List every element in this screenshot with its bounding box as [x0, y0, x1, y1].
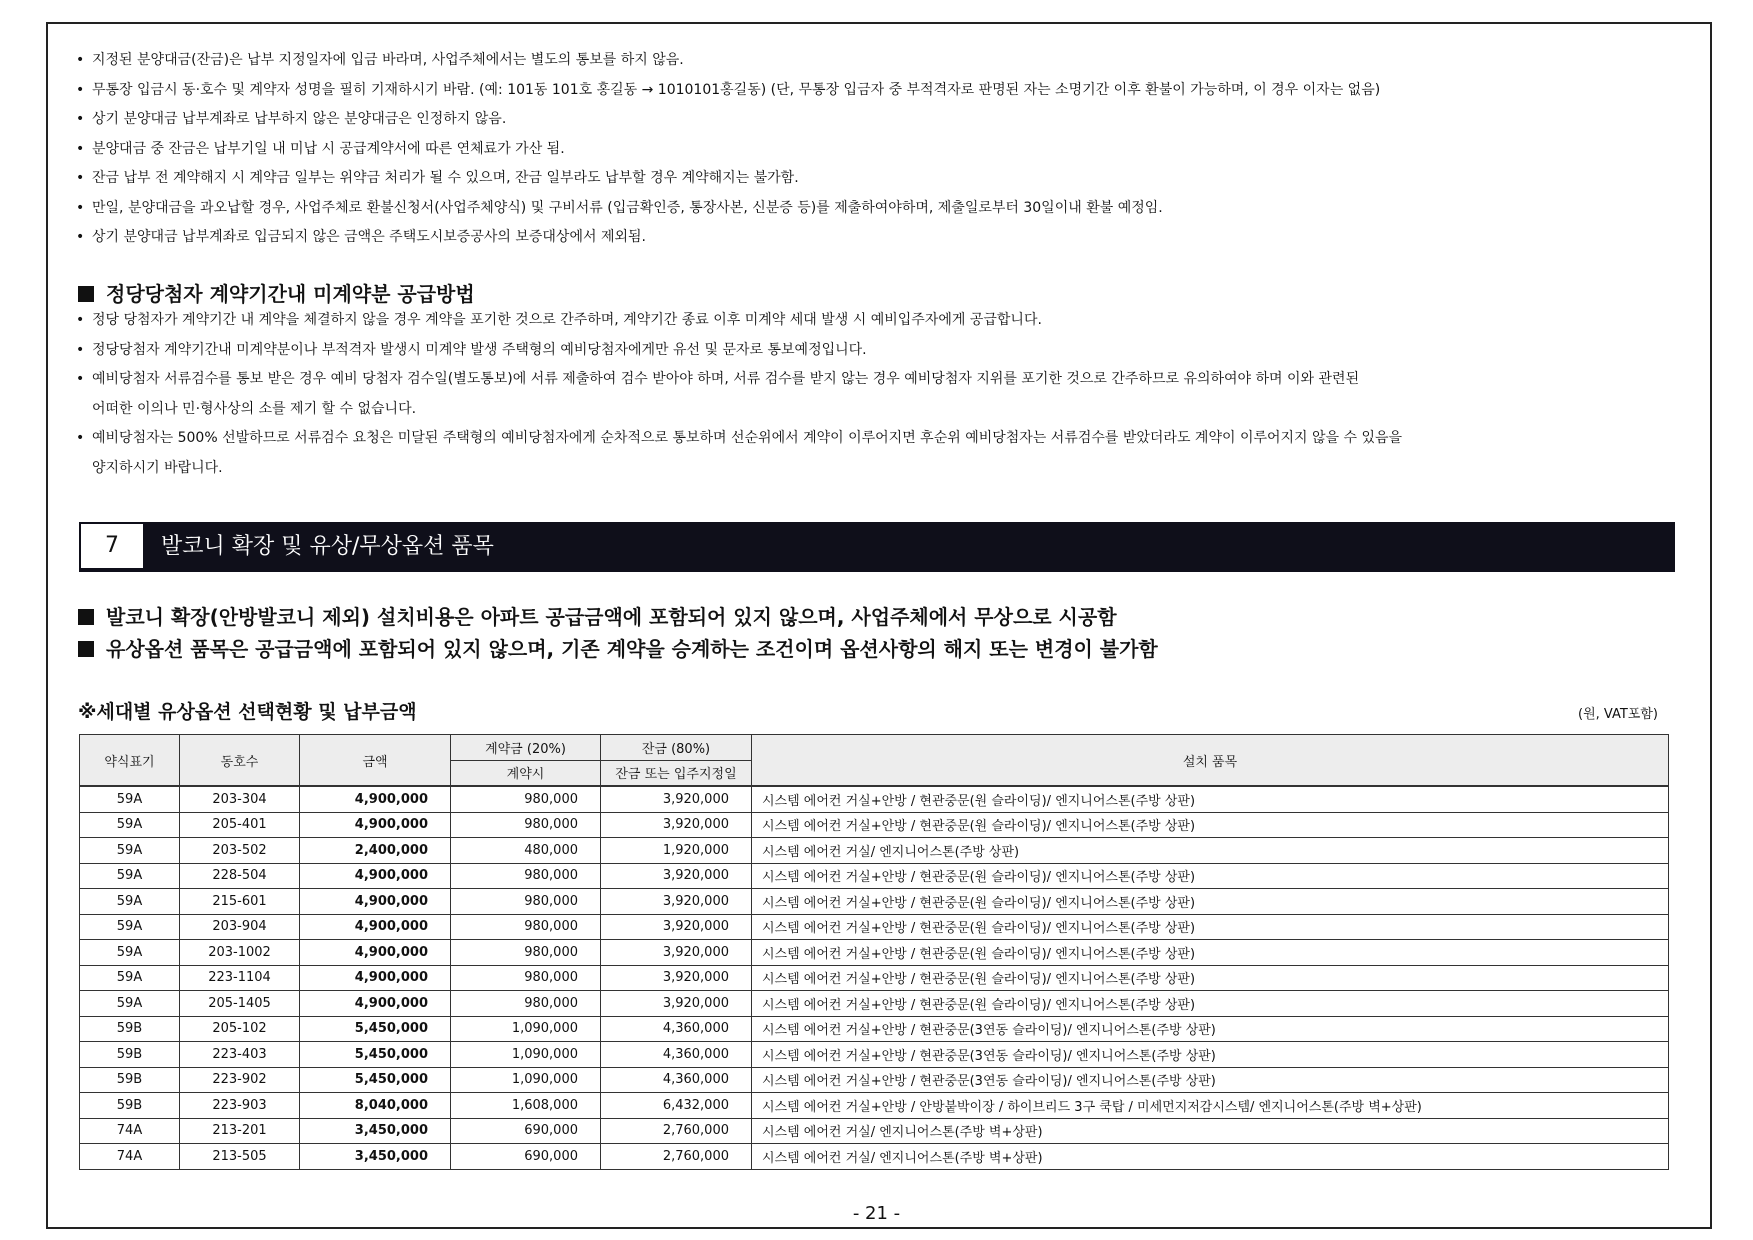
cell-balance: 3,920,000 — [601, 863, 752, 889]
cell-type: 59B — [80, 1016, 180, 1042]
option-notice-text: 유상옵션 품목은 공급금액에 포함되어 있지 않으며, 기존 계약을 승계하는 조건이며 옵션사항의 해지 또는 변경이 불가함 — [106, 637, 1158, 661]
cell-type: 59B — [80, 1067, 180, 1093]
cell-items: 시스템 에어컨 거실+안방 / 현관중문(3연동 슬라이딩)/ 엔지니어스톤(주방 상판) — [752, 1067, 1669, 1093]
cell-items: 시스템 에어컨 거실/ 엔지니어스톤(주방 상판) — [752, 838, 1669, 864]
cell-unit: 223-1104 — [180, 965, 300, 991]
col-header-balance: 잔금 (80%) — [601, 735, 752, 761]
cell-type: 59A — [80, 838, 180, 864]
cell-items: 시스템 에어컨 거실+안방 / 현관중문(3연동 슬라이딩)/ 엔지니어스톤(주방 상판) — [752, 1016, 1669, 1042]
cell-deposit: 1,090,000 — [451, 1067, 601, 1093]
cell-deposit: 980,000 — [451, 812, 601, 838]
cell-amount: 4,900,000 — [300, 940, 451, 966]
cell-unit: 223-403 — [180, 1042, 300, 1068]
cell-balance: 1,920,000 — [601, 838, 752, 864]
cell-type: 59A — [80, 786, 180, 812]
cell-type: 59A — [80, 914, 180, 940]
cell-amount: 4,900,000 — [300, 965, 451, 991]
col-subheader-deposit: 계약시 — [451, 760, 601, 786]
table-row — [80, 1067, 1669, 1093]
col-header-deposit: 계약금 (20%) — [451, 735, 601, 761]
cell-deposit: 980,000 — [451, 914, 601, 940]
table-row — [80, 914, 1669, 940]
cell-items: 시스템 에어컨 거실/ 엔지니어스톤(주방 벽+상판) — [752, 1118, 1669, 1144]
cell-items: 시스템 에어컨 거실+안방 / 현관중문(원 슬라이딩)/ 엔지니어스톤(주방 상판) — [752, 965, 1669, 991]
cell-balance: 3,920,000 — [601, 889, 752, 915]
cell-amount: 4,900,000 — [300, 991, 451, 1017]
cell-items: 시스템 에어컨 거실+안방 / 현관중문(원 슬라이딩)/ 엔지니어스톤(주방 상판) — [752, 786, 1669, 812]
square-bullet-icon — [78, 286, 94, 302]
supply-note-item — [74, 424, 1694, 483]
table-row — [80, 1093, 1669, 1119]
cell-amount: 5,450,000 — [300, 1042, 451, 1068]
cell-unit: 205-401 — [180, 812, 300, 838]
cell-type: 59A — [80, 991, 180, 1017]
cell-amount: 5,450,000 — [300, 1016, 451, 1042]
cell-type: 59A — [80, 889, 180, 915]
payment-notes-list — [74, 46, 1694, 253]
table-row — [80, 786, 1669, 812]
cell-balance: 3,920,000 — [601, 965, 752, 991]
option-payment-table — [79, 734, 1669, 1170]
payment-note-item: • 지정된 분양대금(잔금)은 납부 지정일자에 입금 바라며, 사업주체에서는 별도의 통보를 하지 않음. — [74, 46, 1694, 76]
table-row — [80, 1016, 1669, 1042]
payment-note-item: • 분양대금 중 잔금은 납부기일 내 미납 시 공급계약서에 따른 연체료가 가산 됨. — [74, 135, 1694, 165]
cell-amount: 4,900,000 — [300, 863, 451, 889]
cell-items: 시스템 에어컨 거실+안방 / 현관중문(원 슬라이딩)/ 엔지니어스톤(주방 상판) — [752, 863, 1669, 889]
balcony-notice-text: 발코니 확장(안방발코니 제외) 설치비용은 아파트 공급금액에 포함되어 있지 않으며, 사업주체에서 무상으로 시공함 — [106, 605, 1117, 629]
cell-balance: 6,432,000 — [601, 1093, 752, 1119]
cell-unit: 203-904 — [180, 914, 300, 940]
table-row — [80, 940, 1669, 966]
cell-amount: 4,900,000 — [300, 812, 451, 838]
cell-balance: 4,360,000 — [601, 1042, 752, 1068]
col-header-unit: 동호수 — [180, 735, 300, 787]
payment-note-item: • 잔금 납부 전 계약해지 시 계약금 일부는 위약금 처리가 될 수 있으며, 잔금 일부라도 납부할 경우 계약해지는 불가함. — [74, 164, 1694, 194]
cell-balance: 3,920,000 — [601, 812, 752, 838]
supply-note-line: • 예비당첨자 서류검수를 통보 받은 경우 예비 당첨자 검수일(별도통보)에 서류 제출하여 검수 받아야 하며, 서류 검수를 받지 않는 경우 예비당첨자 지위를 포기한 것으로 간주하므로 유의하여야 하며 이와 관련된 — [92, 371, 1360, 387]
cell-deposit: 690,000 — [451, 1118, 601, 1144]
cell-balance: 3,920,000 — [601, 914, 752, 940]
cell-deposit: 1,090,000 — [451, 1042, 601, 1068]
balcony-notice — [78, 601, 1117, 630]
cell-deposit: 1,090,000 — [451, 1016, 601, 1042]
cell-items: 시스템 에어컨 거실/ 엔지니어스톤(주방 벽+상판) — [752, 1144, 1669, 1170]
cell-type: 74A — [80, 1144, 180, 1170]
payment-note-item: • 만일, 분양대금을 과오납할 경우, 사업주체로 환불신청서(사업주체양식) 및 구비서류 (입금확인증, 통장사본, 신분증 등)를 제출하여야하며, 제출일로부터 30일이내 환불 예정임. — [74, 194, 1694, 224]
supply-note-line: • 정당당첨자 계약기간내 미계약분이나 부적격자 발생시 미계약 발생 주택형의 예비당첨자에게만 유선 및 문자로 통보예정입니다. — [92, 341, 867, 358]
supply-note-item — [74, 365, 1694, 424]
cell-type: 59B — [80, 1042, 180, 1068]
cell-deposit: 690,000 — [451, 1144, 601, 1170]
cell-deposit: 980,000 — [451, 965, 601, 991]
cell-balance: 4,360,000 — [601, 1016, 752, 1042]
cell-amount: 3,450,000 — [300, 1118, 451, 1144]
cell-balance: 2,760,000 — [601, 1118, 752, 1144]
cell-unit: 203-304 — [180, 786, 300, 812]
supply-method-heading — [78, 278, 475, 307]
square-bullet-icon — [78, 641, 94, 657]
cell-unit: 223-902 — [180, 1067, 300, 1093]
cell-items: 시스템 에어컨 거실+안방 / 현관중문(원 슬라이딩)/ 엔지니어스톤(주방 상판) — [752, 812, 1669, 838]
supply-note-line: • 정당 당첨자가 계약기간 내 계약을 체결하지 않을 경우 계약을 포기한 것으로 간주하며, 계약기간 종료 이후 미계약 세대 발생 시 예비입주자에게 공급합니다. — [92, 312, 1042, 328]
section-number: 7 — [81, 524, 143, 568]
cell-amount: 4,900,000 — [300, 889, 451, 915]
payment-note-item: • 무통장 입금시 동·호수 및 계약자 성명을 필히 기재하시기 바람. (예: 101동 101호 홍길동 → 1010101홍길동) (단, 무통장 입금자 중 부적격자로 판명된 자는 소명기간 이후 환불이 가능하며, 이 경우 이자는 없음) — [74, 76, 1694, 106]
cell-items: 시스템 에어컨 거실+안방 / 현관중문(원 슬라이딩)/ 엔지니어스톤(주방 상판) — [752, 991, 1669, 1017]
cell-unit: 203-502 — [180, 838, 300, 864]
supply-note-item — [74, 336, 1694, 366]
cell-deposit: 480,000 — [451, 838, 601, 864]
cell-deposit: 1,608,000 — [451, 1093, 601, 1119]
cell-balance: 3,920,000 — [601, 940, 752, 966]
table-row — [80, 863, 1669, 889]
table-row — [80, 1144, 1669, 1170]
table-row — [80, 965, 1669, 991]
cell-unit: 205-1405 — [180, 991, 300, 1017]
cell-balance: 3,920,000 — [601, 786, 752, 812]
supply-note-item — [74, 306, 1694, 336]
table-row — [80, 812, 1669, 838]
cell-items: 시스템 에어컨 거실+안방 / 현관중문(원 슬라이딩)/ 엔지니어스톤(주방 상판) — [752, 940, 1669, 966]
cell-unit: 205-102 — [180, 1016, 300, 1042]
square-bullet-icon — [78, 609, 94, 625]
col-header-amount: 금액 — [300, 735, 451, 787]
cell-deposit: 980,000 — [451, 786, 601, 812]
supply-method-heading-text: 정당당첨자 계약기간내 미계약분 공급방법 — [106, 282, 475, 306]
cell-items: 시스템 에어컨 거실+안방 / 안방붙박이장 / 하이브리드 3구 쿡탑 / 미세먼지저감시스템/ 엔지니어스톤(주방 벽+상판) — [752, 1093, 1669, 1119]
cell-type: 59A — [80, 812, 180, 838]
table-title: ※세대별 유상옵션 선택현황 및 납부금액 — [78, 701, 417, 723]
table-row — [80, 1118, 1669, 1144]
cell-items: 시스템 에어컨 거실+안방 / 현관중문(3연동 슬라이딩)/ 엔지니어스톤(주방 상판) — [752, 1042, 1669, 1068]
table-body — [80, 786, 1669, 1169]
payment-note-item: • 상기 분양대금 납부계좌로 납부하지 않은 분양대금은 인정하지 않음. — [74, 105, 1694, 135]
supply-note-line: 어떠한 이의나 민·형사상의 소를 제기 할 수 없습니다. — [92, 400, 417, 417]
cell-items: 시스템 에어컨 거실+안방 / 현관중문(원 슬라이딩)/ 엔지니어스톤(주방 상판) — [752, 889, 1669, 915]
cell-unit: 213-505 — [180, 1144, 300, 1170]
cell-deposit: 980,000 — [451, 889, 601, 915]
cell-amount: 5,450,000 — [300, 1067, 451, 1093]
supply-notes-list — [74, 306, 1694, 483]
table-row — [80, 991, 1669, 1017]
table-row — [80, 838, 1669, 864]
table-row — [80, 1042, 1669, 1068]
supply-note-line: 양지하시기 바랍니다. — [92, 459, 223, 476]
table-row — [80, 889, 1669, 915]
cell-amount: 3,450,000 — [300, 1144, 451, 1170]
cell-type: 59B — [80, 1093, 180, 1119]
supply-note-line: • 예비당첨자는 500% 선발하므로 서류검수 요청은 미달된 주택형의 예비당첨자에게 순차적으로 통보하며 선순위에서 계약이 이루어지면 후순위 예비당첨자는 서류검수를 받았더라도 계약이 이루어지지 않을 수 있음을 — [92, 430, 1403, 446]
payment-note-item: • 상기 분양대금 납부계좌로 입금되지 않은 금액은 주택도시보증공사의 보증대상에서 제외됨. — [74, 223, 1694, 253]
cell-type: 59A — [80, 965, 180, 991]
cell-type: 59A — [80, 940, 180, 966]
cell-amount: 4,900,000 — [300, 914, 451, 940]
cell-unit: 213-201 — [180, 1118, 300, 1144]
cell-unit: 215-601 — [180, 889, 300, 915]
section-title: 발코니 확장 및 유상/무상옵션 품목 — [161, 534, 494, 559]
cell-amount: 4,900,000 — [300, 786, 451, 812]
cell-balance: 2,760,000 — [601, 1144, 752, 1170]
cell-unit: 203-1002 — [180, 940, 300, 966]
cell-unit: 228-504 — [180, 863, 300, 889]
cell-items: 시스템 에어컨 거실+안방 / 현관중문(원 슬라이딩)/ 엔지니어스톤(주방 상판) — [752, 914, 1669, 940]
option-notice — [78, 633, 1158, 662]
cell-deposit: 980,000 — [451, 940, 601, 966]
page-number: - 21 - — [852, 1203, 901, 1224]
cell-amount: 8,040,000 — [300, 1093, 451, 1119]
section-header — [79, 522, 1675, 572]
col-header-items: 설치 품목 — [752, 735, 1669, 787]
unit-note: (원, VAT포함) — [1578, 707, 1658, 722]
cell-deposit: 980,000 — [451, 863, 601, 889]
cell-unit: 223-903 — [180, 1093, 300, 1119]
cell-deposit: 980,000 — [451, 991, 601, 1017]
cell-balance: 3,920,000 — [601, 991, 752, 1017]
col-subheader-balance: 잔금 또는 입주지정일 — [601, 760, 752, 786]
cell-balance: 4,360,000 — [601, 1067, 752, 1093]
col-header-type: 약식표기 — [80, 735, 180, 787]
cell-type: 59A — [80, 863, 180, 889]
cell-type: 74A — [80, 1118, 180, 1144]
cell-amount: 2,400,000 — [300, 838, 451, 864]
